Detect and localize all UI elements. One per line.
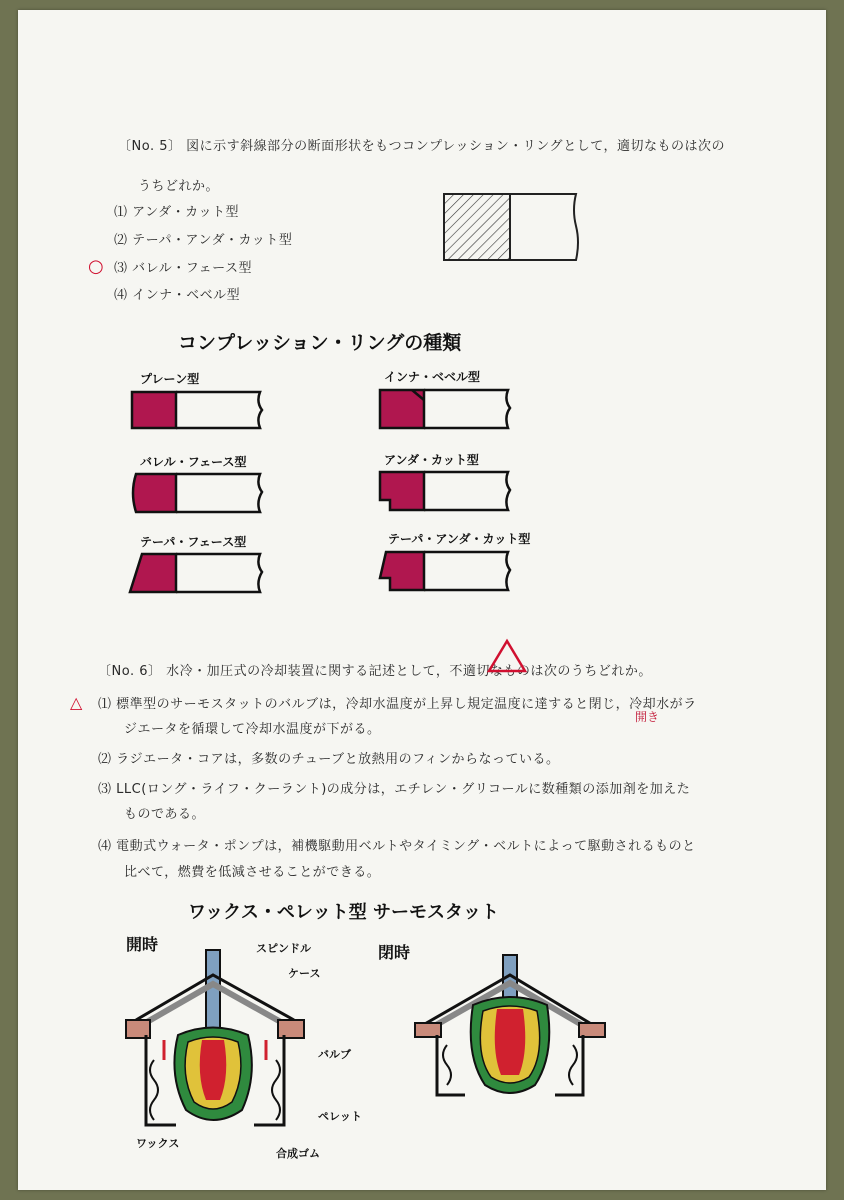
q6-line-3: ⑵ ラジエータ・コアは，多数のチューブと放熱用のフィンからなっている。 <box>98 752 560 767</box>
ring-shape-plain <box>128 388 268 432</box>
thermostat-closed-label: 閉時 <box>378 943 411 962</box>
callout-wax: ワックス <box>136 1137 180 1150</box>
ring-shape-inner-bevel <box>376 386 516 432</box>
q5-answer-mark: ○ <box>88 256 104 277</box>
q5-header-cont: うちどれか。 <box>138 179 220 194</box>
ring-shape-taper-under-cut <box>376 548 516 594</box>
ring-label-inner-bevel: インナ・ベベル型 <box>384 370 481 384</box>
rings-title: コンプレッション・リングの種類 <box>178 332 462 354</box>
q6-line-4: ⑶ LLC(ロング・ライフ・クーラント)の成分は，エチレン・グリコールに数種類の添加剤を加えた <box>98 782 691 797</box>
q6-answer-mark: △ <box>70 693 83 712</box>
callout-pellet: ペレット <box>318 1110 362 1123</box>
q5-option-2: ⑵ テーパ・アンダ・カット型 <box>114 233 293 248</box>
q5-ring-figure <box>438 190 583 265</box>
q5-option-3: ⑶ バレル・フェース型 <box>114 261 253 276</box>
ring-shape-under-cut <box>376 468 516 514</box>
q5-option-1: ⑴ アンダ・カット型 <box>114 205 239 220</box>
callout-valve: バルブ <box>318 1048 351 1061</box>
ring-shape-taper-face <box>128 550 268 596</box>
q5-header: 〔No. 5〕 図に示す斜線部分の断面形状をもつコンプレッション・リングとして，適切なものは次の <box>118 139 725 154</box>
thermostat-open-label: 開時 <box>126 935 159 954</box>
q6-line-2: ジエータを循環して冷却水温度が下がる。 <box>124 722 381 737</box>
ring-label-taper-under-cut: テーパ・アンダ・カット型 <box>388 532 531 546</box>
q6-triangle-mark <box>486 638 528 674</box>
ring-shape-barrel-face <box>128 470 268 516</box>
q6-correction: 開き <box>635 710 660 724</box>
q6-line-6: ⑷ 電動式ウォータ・ポンプは，補機駆動用ベルトやタイミング・ベルトによって駆動されるものと <box>98 839 696 854</box>
q6-line-5: ものである。 <box>124 807 206 822</box>
q6-header: 〔No. 6〕 水冷・加圧式の冷却装置に関する記述として，不適切なものは次のうちどれか。 <box>98 664 652 679</box>
document-page <box>18 10 826 1190</box>
q5-option-4: ⑷ インナ・ベベル型 <box>114 288 241 303</box>
thermostat-closed-drawing <box>403 945 613 1105</box>
thermostat-open-drawing <box>116 940 326 1145</box>
q6-line-1: ⑴ 標準型のサーモスタットのバルブは，冷却水温度が上昇し規定温度に達すると閉じ，冷却水がラ <box>98 697 697 712</box>
ring-label-barrel-face: バレル・フェース型 <box>140 455 247 469</box>
thermostat-title: ワックス・ペレット型 サーモスタット <box>188 902 500 923</box>
ring-label-under-cut: アンダ・カット型 <box>384 453 479 467</box>
callout-spindle: スピンドル <box>256 942 311 955</box>
q6-line-7: 比べて，燃費を低減させることができる。 <box>124 865 381 880</box>
callout-rubber: 合成ゴム <box>276 1147 320 1160</box>
ring-label-taper-face: テーパ・フェース型 <box>140 535 247 549</box>
ring-label-plain: プレーン型 <box>140 372 200 386</box>
callout-case: ケース <box>288 967 321 980</box>
